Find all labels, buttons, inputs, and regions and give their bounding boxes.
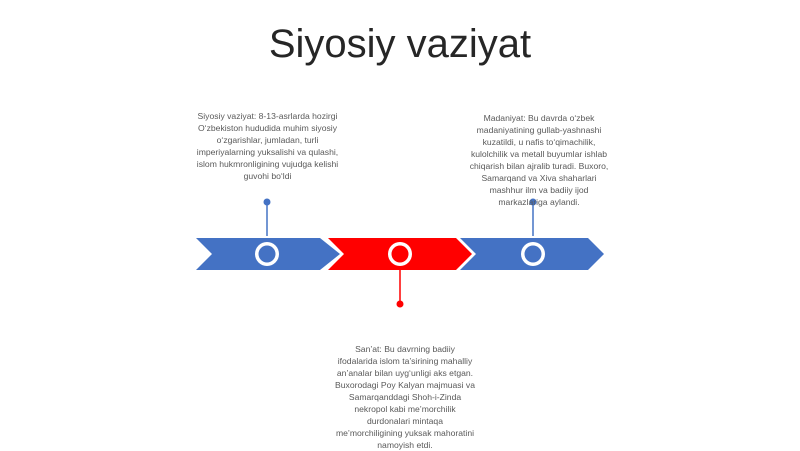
connector-dot-left (264, 199, 271, 206)
note-political-situation: Siyosiy vaziyat: 8-13-asrlarda hozirgi O‘zbekiston hududida muhim siyosiy o‘zgarishlar, jumladan, turli imperiyalarning yuksalishi va qulashi, islom hukmronligining vujudga kelishi guvohi bo‘ldi (196, 111, 339, 181)
note-art: San’at: Bu davrning badiiy ifodalarida islom ta’sirining mahalliy an’analar bilan uyg‘unligi aks etgan. Buxorodagi Poy Kalyan majmuasi va Samarqanddagi Shoh-i-Zinda nekropol kabi me’morchilik durdonalari mintaqa me’morchiligining yuksak mahoratini namoyish etdi. (335, 344, 475, 450)
slide-title: Siyosiy vaziyat (268, 22, 532, 66)
connector-dot-middle (397, 301, 404, 308)
note-culture: Madaniyat: Bu davrda o‘zbek madaniyatining gullab-yashnashi kuzatildi, u nafis to‘qimachilik, kulolchilik va metall buyumlar ishlab chiqarish bilan ajralib turadi. Buxoro, Samarqand va Xiva shaharlari mashhur ilm va badiiy ijod markazlariga aylandi. (469, 113, 609, 207)
